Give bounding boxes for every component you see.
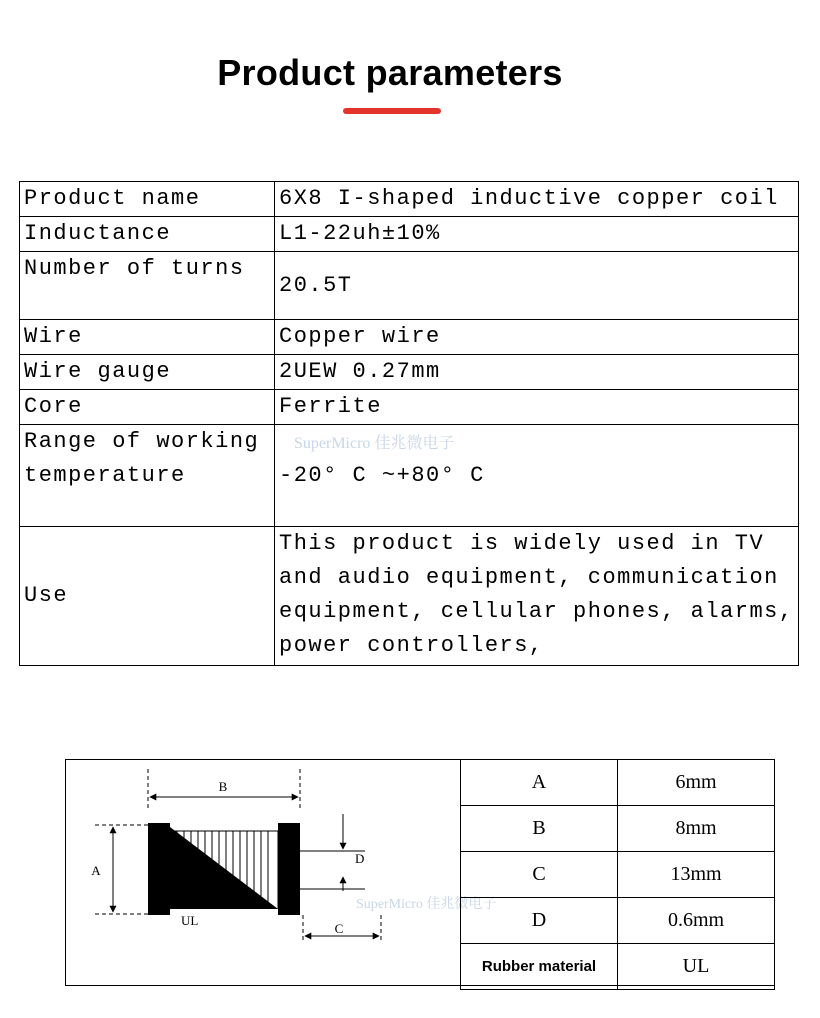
param-label: Wire gauge bbox=[20, 355, 275, 390]
param-value: 2UEW 0.27mm bbox=[275, 355, 799, 390]
table-row bbox=[20, 390, 799, 425]
param-label: Core bbox=[20, 390, 275, 425]
param-label: Number of turns bbox=[20, 252, 275, 320]
dimension-key: C bbox=[461, 852, 618, 898]
label-ul: UL bbox=[181, 913, 199, 928]
watermark-text: SuperMicro 佳兆微电子 bbox=[294, 435, 455, 452]
title-underline bbox=[343, 108, 441, 114]
label-d: D bbox=[355, 851, 365, 866]
param-value: Copper wire bbox=[275, 320, 799, 355]
dimension-value: 13mm bbox=[618, 852, 775, 898]
dimension-key: D bbox=[461, 898, 618, 944]
table-row bbox=[20, 527, 799, 666]
dimensions-table bbox=[460, 759, 775, 990]
coil-diagram bbox=[65, 759, 460, 986]
table-row bbox=[461, 852, 775, 898]
table-row bbox=[20, 425, 799, 527]
watermark-text: SuperMicro 佳兆微电子 bbox=[356, 897, 497, 912]
label-c: C bbox=[334, 921, 344, 936]
dimension-value: 0.6mm bbox=[618, 898, 775, 944]
param-value: 6X8 I-shaped inductive copper coil bbox=[275, 182, 799, 217]
param-label: Wire bbox=[20, 320, 275, 355]
param-label: Inductance bbox=[20, 217, 275, 252]
table-row bbox=[461, 898, 775, 944]
table-row bbox=[20, 182, 799, 217]
param-value: -20° C ~+80° C bbox=[275, 425, 799, 527]
label-a: A bbox=[91, 863, 101, 878]
dimension-value: UL bbox=[618, 944, 775, 990]
page-title: Product parameters bbox=[217, 52, 563, 93]
table-row bbox=[461, 806, 775, 852]
dimension-key: Rubber material bbox=[461, 944, 618, 990]
dimension-value: 8mm bbox=[618, 806, 775, 852]
param-value: This product is widely used in TV and audio equipment, communication equipment, cellular phones, alarms, power controllers, bbox=[275, 527, 799, 666]
table-row bbox=[20, 252, 799, 320]
param-label: Product name bbox=[20, 182, 275, 217]
table-row bbox=[461, 944, 775, 990]
parameters-table bbox=[19, 181, 809, 666]
param-value: L1-22uh±10% bbox=[275, 217, 799, 252]
param-label: Use bbox=[20, 527, 275, 666]
table-row bbox=[461, 760, 775, 806]
dimension-key: B bbox=[461, 806, 618, 852]
table-row bbox=[20, 320, 799, 355]
dimension-key: A bbox=[461, 760, 618, 806]
param-value: Ferrite bbox=[275, 390, 799, 425]
param-value: 20.5T bbox=[275, 252, 799, 320]
table-row bbox=[20, 217, 799, 252]
table-row bbox=[20, 355, 799, 390]
dimension-value: 6mm bbox=[618, 760, 775, 806]
label-b: B bbox=[218, 779, 228, 794]
param-label: Range of working temperature bbox=[20, 425, 275, 527]
